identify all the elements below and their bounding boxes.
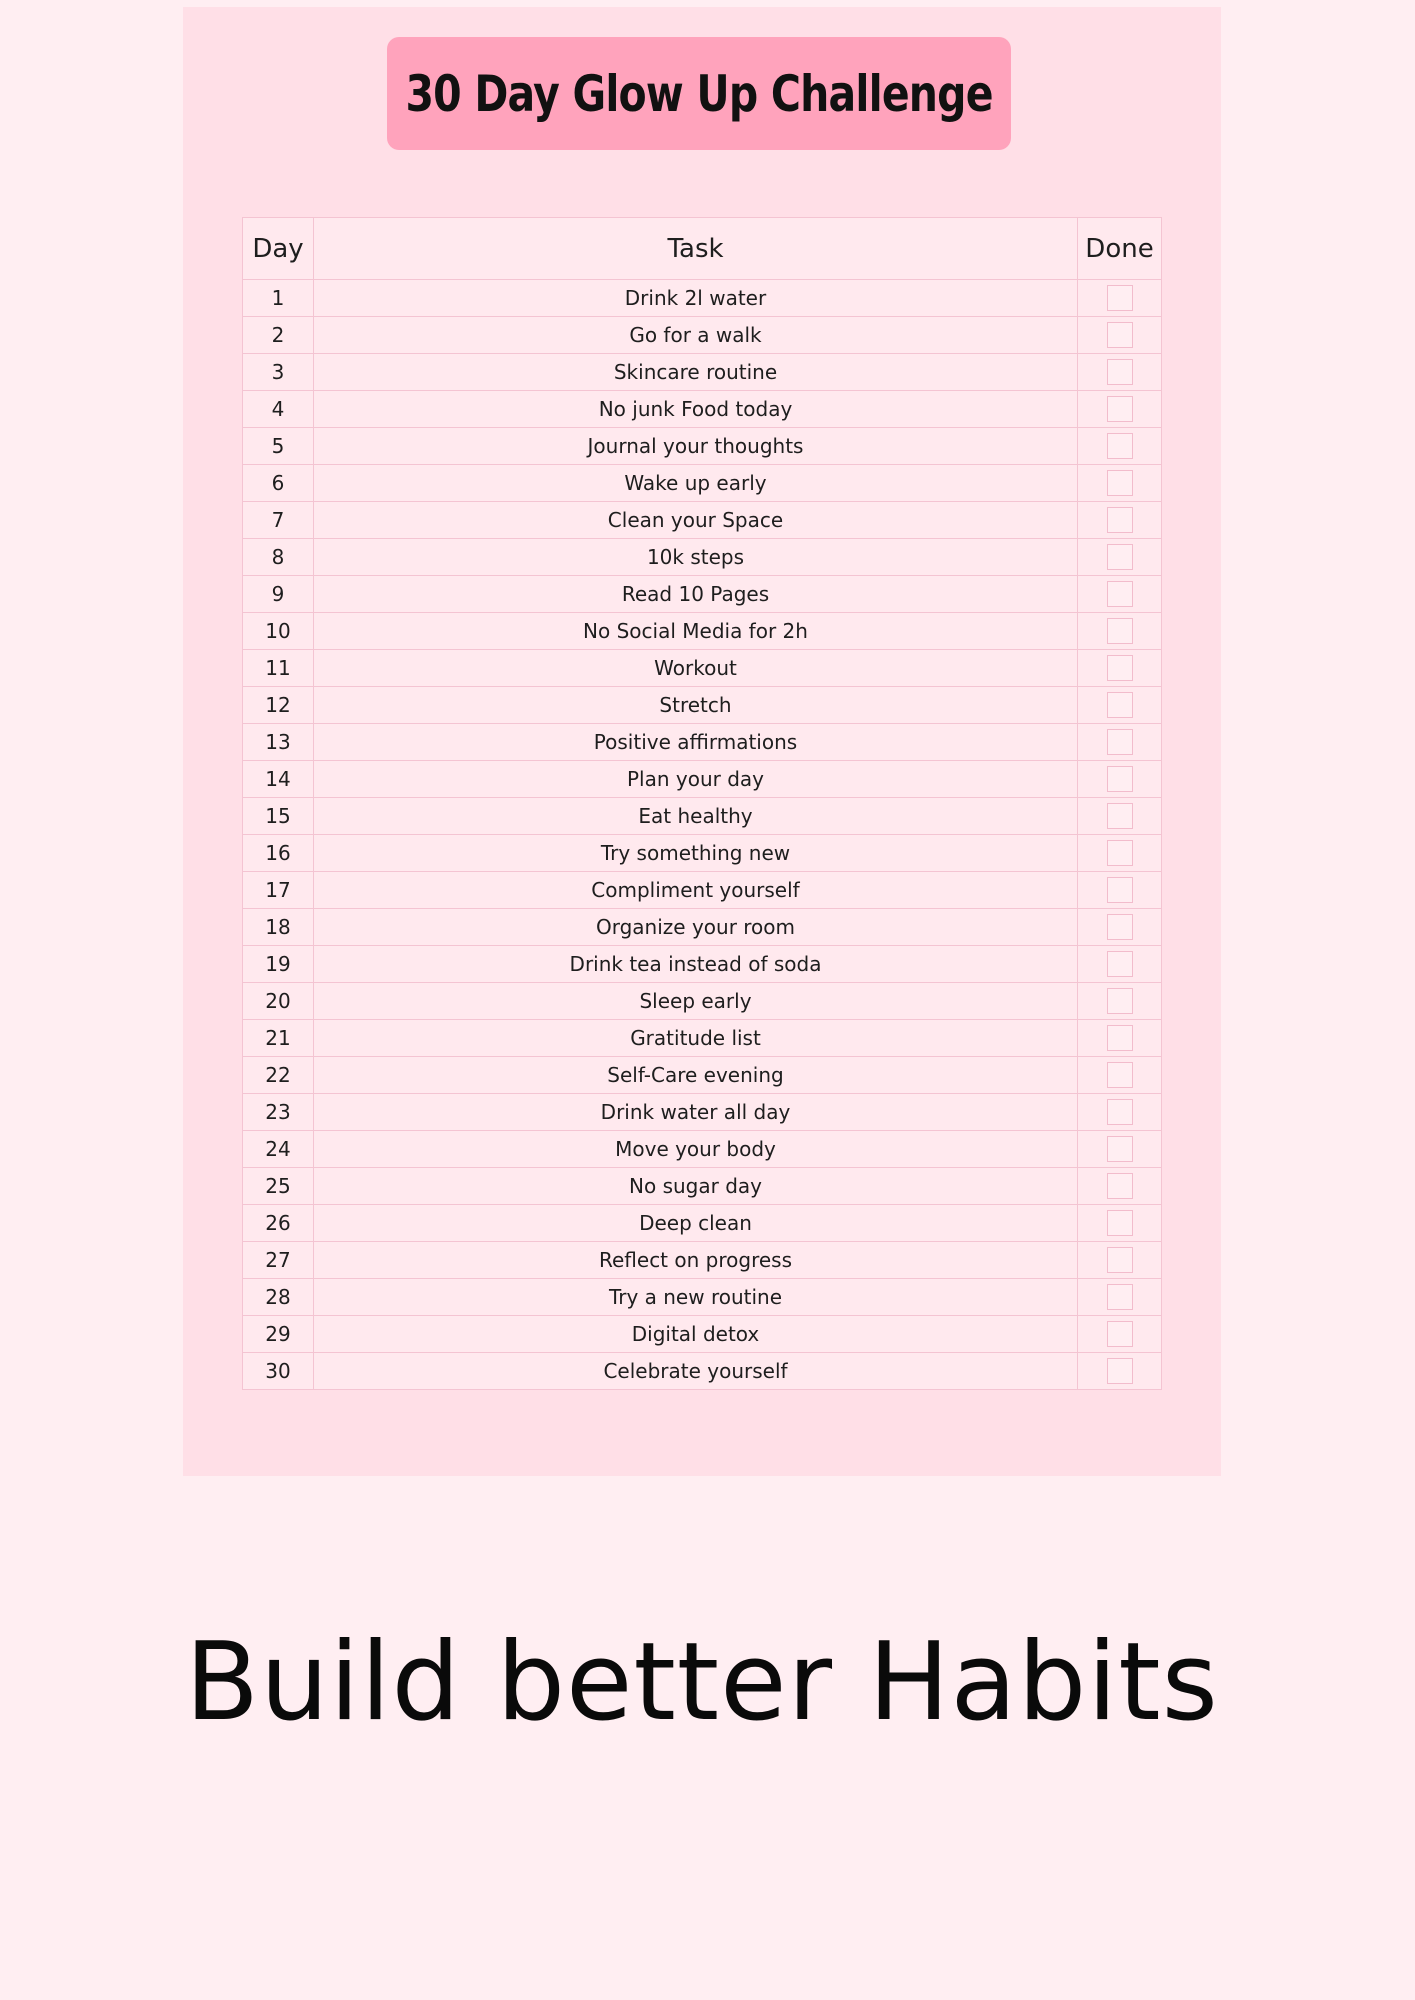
done-checkbox[interactable]	[1107, 803, 1133, 829]
column-header-done: Done	[1078, 218, 1162, 280]
done-checkbox[interactable]	[1107, 951, 1133, 977]
table-row	[243, 280, 1162, 317]
day-cell: 4	[243, 391, 314, 428]
table-row	[243, 687, 1162, 724]
task-cell: Compliment yourself	[314, 872, 1078, 909]
done-cell	[1078, 1242, 1162, 1279]
day-cell: 20	[243, 983, 314, 1020]
task-cell: Clean your Space	[314, 502, 1078, 539]
task-cell: Plan your day	[314, 761, 1078, 798]
done-checkbox[interactable]	[1107, 1284, 1133, 1310]
day-cell: 28	[243, 1279, 314, 1316]
done-checkbox[interactable]	[1107, 840, 1133, 866]
column-header-task: Task	[314, 218, 1078, 280]
table-row	[243, 1168, 1162, 1205]
day-cell: 18	[243, 909, 314, 946]
task-cell: No sugar day	[314, 1168, 1078, 1205]
done-cell	[1078, 687, 1162, 724]
day-cell: 5	[243, 428, 314, 465]
table-row	[243, 391, 1162, 428]
done-checkbox[interactable]	[1107, 1210, 1133, 1236]
task-cell: Organize your room	[314, 909, 1078, 946]
table-row	[243, 1094, 1162, 1131]
tagline: Build better Habits	[185, 1620, 1219, 1745]
day-cell: 23	[243, 1094, 314, 1131]
done-cell	[1078, 576, 1162, 613]
task-cell: Drink water all day	[314, 1094, 1078, 1131]
done-cell	[1078, 1020, 1162, 1057]
task-cell: Wake up early	[314, 465, 1078, 502]
done-checkbox[interactable]	[1107, 618, 1133, 644]
done-cell	[1078, 1057, 1162, 1094]
done-cell	[1078, 798, 1162, 835]
table-row	[243, 835, 1162, 872]
table-row	[243, 465, 1162, 502]
day-cell: 3	[243, 354, 314, 391]
day-cell: 10	[243, 613, 314, 650]
task-cell: Gratitude list	[314, 1020, 1078, 1057]
done-cell	[1078, 391, 1162, 428]
day-cell: 26	[243, 1205, 314, 1242]
task-cell: 10k steps	[314, 539, 1078, 576]
done-checkbox[interactable]	[1107, 322, 1133, 348]
day-cell: 9	[243, 576, 314, 613]
table-row	[243, 872, 1162, 909]
table-row	[243, 502, 1162, 539]
day-cell: 11	[243, 650, 314, 687]
done-cell	[1078, 613, 1162, 650]
task-cell: No junk Food today	[314, 391, 1078, 428]
table-row	[243, 1279, 1162, 1316]
done-checkbox[interactable]	[1107, 877, 1133, 903]
task-cell: Try a new routine	[314, 1279, 1078, 1316]
done-checkbox[interactable]	[1107, 507, 1133, 533]
day-cell: 30	[243, 1353, 314, 1390]
done-cell	[1078, 1094, 1162, 1131]
done-cell	[1078, 983, 1162, 1020]
done-cell	[1078, 909, 1162, 946]
day-cell: 2	[243, 317, 314, 354]
table-row	[243, 613, 1162, 650]
done-cell	[1078, 1316, 1162, 1353]
done-cell	[1078, 280, 1162, 317]
done-checkbox[interactable]	[1107, 655, 1133, 681]
table-row	[243, 317, 1162, 354]
task-cell: Self-Care evening	[314, 1057, 1078, 1094]
day-cell: 22	[243, 1057, 314, 1094]
task-cell: No Social Media for 2h	[314, 613, 1078, 650]
done-checkbox[interactable]	[1107, 1136, 1133, 1162]
done-cell	[1078, 539, 1162, 576]
done-cell	[1078, 465, 1162, 502]
task-cell: Skincare routine	[314, 354, 1078, 391]
done-checkbox[interactable]	[1107, 359, 1133, 385]
day-cell: 14	[243, 761, 314, 798]
day-cell: 13	[243, 724, 314, 761]
done-checkbox[interactable]	[1107, 1099, 1133, 1125]
table-row	[243, 946, 1162, 983]
task-cell: Stretch	[314, 687, 1078, 724]
done-cell	[1078, 502, 1162, 539]
done-checkbox[interactable]	[1107, 581, 1133, 607]
table-row	[243, 1242, 1162, 1279]
challenge-card	[183, 7, 1221, 1476]
done-checkbox[interactable]	[1107, 1358, 1133, 1384]
table-row	[243, 576, 1162, 613]
table-row	[243, 983, 1162, 1020]
day-cell: 24	[243, 1131, 314, 1168]
table-row	[243, 1353, 1162, 1390]
task-cell: Read 10 Pages	[314, 576, 1078, 613]
done-checkbox[interactable]	[1107, 470, 1133, 496]
task-cell: Digital detox	[314, 1316, 1078, 1353]
done-cell	[1078, 1168, 1162, 1205]
table-row	[243, 1131, 1162, 1168]
day-cell: 25	[243, 1168, 314, 1205]
task-cell: Journal your thoughts	[314, 428, 1078, 465]
task-cell: Reflect on progress	[314, 1242, 1078, 1279]
done-cell	[1078, 354, 1162, 391]
challenge-table	[242, 217, 1162, 1390]
done-checkbox[interactable]	[1107, 1247, 1133, 1273]
day-cell: 1	[243, 280, 314, 317]
task-cell: Go for a walk	[314, 317, 1078, 354]
done-checkbox[interactable]	[1107, 544, 1133, 570]
table-row	[243, 1205, 1162, 1242]
day-cell: 27	[243, 1242, 314, 1279]
done-cell	[1078, 1131, 1162, 1168]
done-cell	[1078, 317, 1162, 354]
table-header-row	[243, 218, 1162, 280]
done-cell	[1078, 1353, 1162, 1390]
done-checkbox[interactable]	[1107, 1025, 1133, 1051]
table-row	[243, 354, 1162, 391]
day-cell: 17	[243, 872, 314, 909]
task-cell: Celebrate yourself	[314, 1353, 1078, 1390]
done-checkbox[interactable]	[1107, 1321, 1133, 1347]
title-banner	[387, 37, 1011, 150]
done-cell	[1078, 428, 1162, 465]
done-checkbox[interactable]	[1107, 729, 1133, 755]
done-cell	[1078, 761, 1162, 798]
table-row	[243, 539, 1162, 576]
done-cell	[1078, 872, 1162, 909]
task-cell: Deep clean	[314, 1205, 1078, 1242]
done-checkbox[interactable]	[1107, 396, 1133, 422]
done-checkbox[interactable]	[1107, 692, 1133, 718]
day-cell: 7	[243, 502, 314, 539]
done-cell	[1078, 650, 1162, 687]
task-cell: Sleep early	[314, 983, 1078, 1020]
page-title: 30 Day Glow Up Challenge	[405, 64, 993, 123]
task-cell: Drink tea instead of soda	[314, 946, 1078, 983]
done-cell	[1078, 1279, 1162, 1316]
table-row	[243, 428, 1162, 465]
table-row	[243, 798, 1162, 835]
table-row	[243, 1020, 1162, 1057]
task-cell: Eat healthy	[314, 798, 1078, 835]
done-checkbox[interactable]	[1107, 1062, 1133, 1088]
day-cell: 6	[243, 465, 314, 502]
day-cell: 21	[243, 1020, 314, 1057]
done-cell	[1078, 724, 1162, 761]
done-checkbox[interactable]	[1107, 914, 1133, 940]
table-row	[243, 1057, 1162, 1094]
table-row	[243, 724, 1162, 761]
done-checkbox[interactable]	[1107, 1173, 1133, 1199]
done-cell	[1078, 1205, 1162, 1242]
day-cell: 15	[243, 798, 314, 835]
day-cell: 19	[243, 946, 314, 983]
day-cell: 29	[243, 1316, 314, 1353]
day-cell: 16	[243, 835, 314, 872]
task-cell: Positive affirmations	[314, 724, 1078, 761]
done-cell	[1078, 946, 1162, 983]
table-row	[243, 761, 1162, 798]
task-cell: Drink 2l water	[314, 280, 1078, 317]
table-row	[243, 1316, 1162, 1353]
done-checkbox[interactable]	[1107, 433, 1133, 459]
table-row	[243, 650, 1162, 687]
task-cell: Try something new	[314, 835, 1078, 872]
day-cell: 8	[243, 539, 314, 576]
table-row	[243, 909, 1162, 946]
done-checkbox[interactable]	[1107, 988, 1133, 1014]
day-cell: 12	[243, 687, 314, 724]
task-cell: Workout	[314, 650, 1078, 687]
column-header-day: Day	[243, 218, 314, 280]
task-cell: Move your body	[314, 1131, 1078, 1168]
done-checkbox[interactable]	[1107, 766, 1133, 792]
done-checkbox[interactable]	[1107, 285, 1133, 311]
done-cell	[1078, 835, 1162, 872]
table-body	[243, 280, 1162, 1390]
